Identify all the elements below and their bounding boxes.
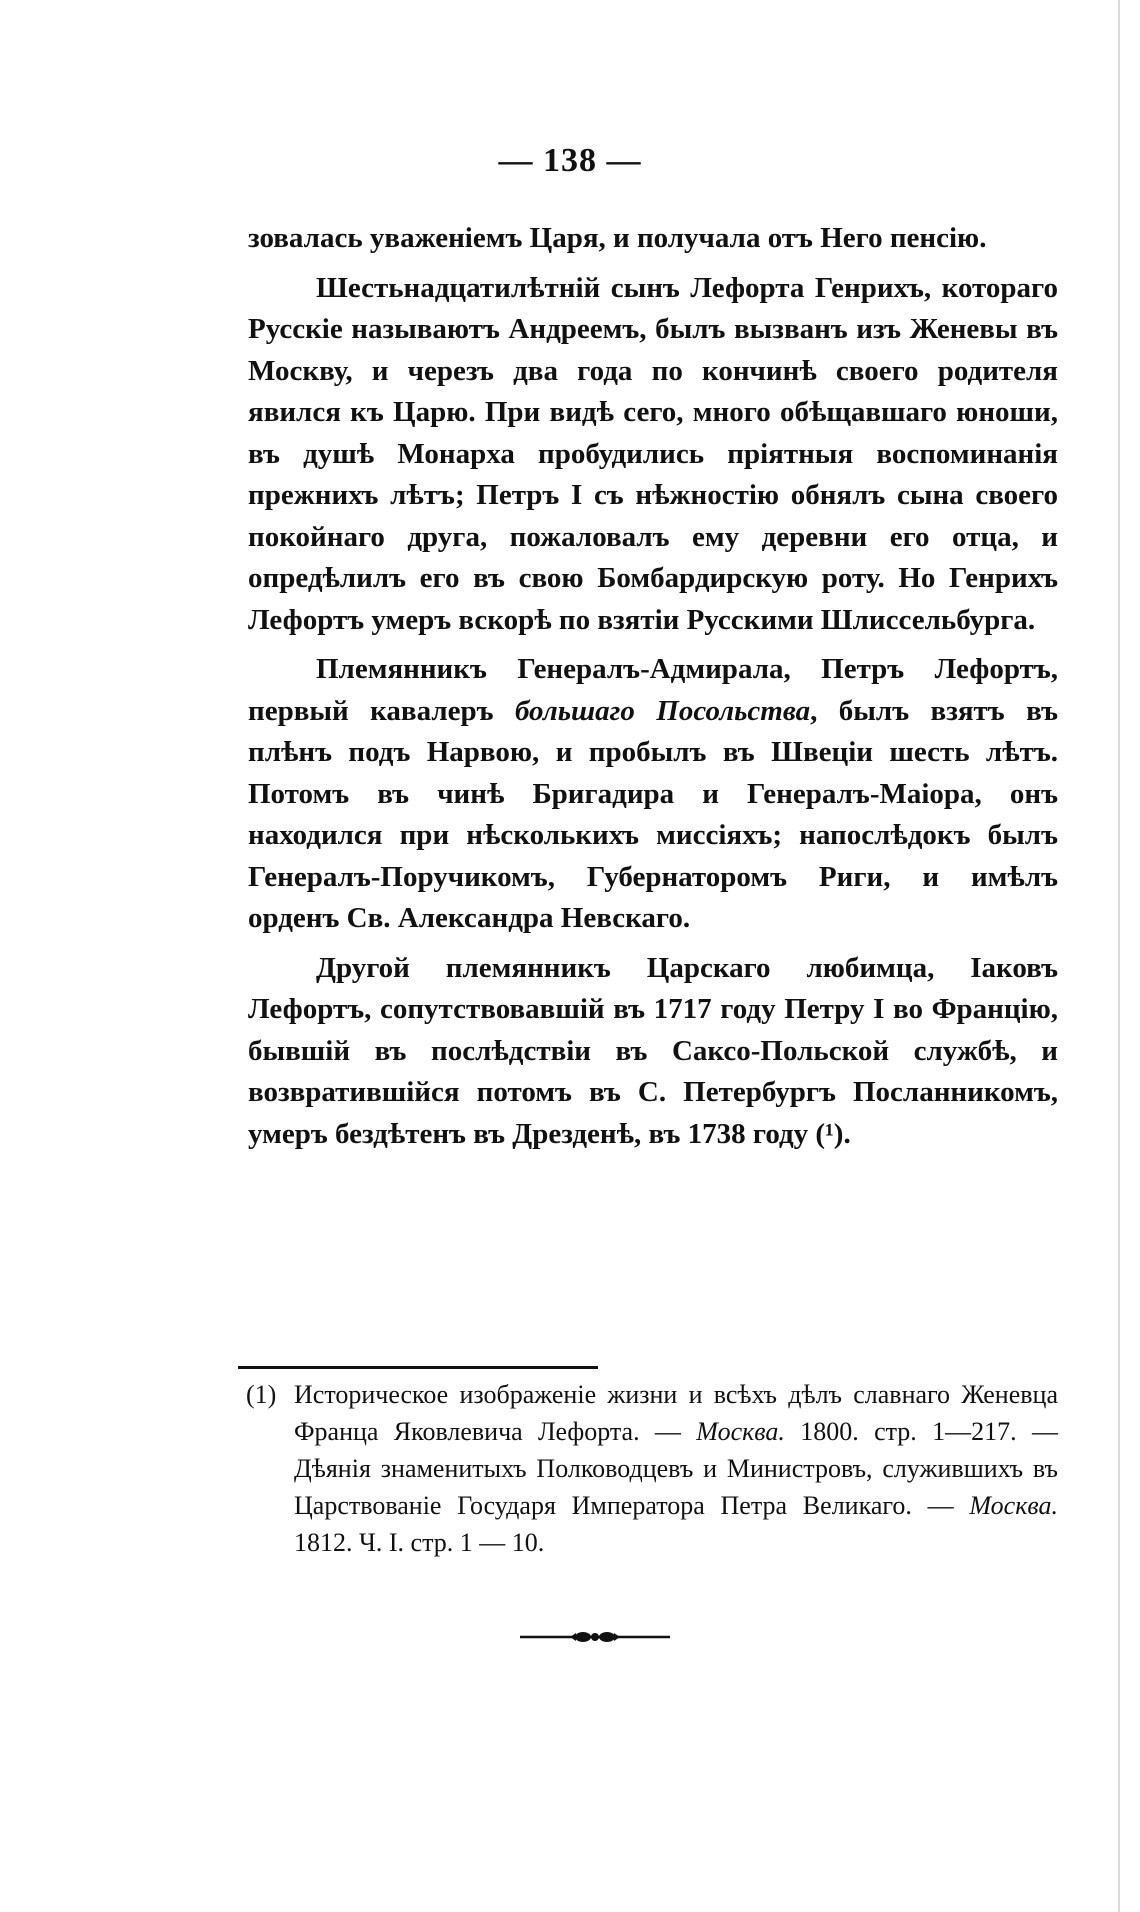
footnote-marker: (1) [246, 1380, 277, 1409]
paragraph-peter-lefort [248, 649, 1058, 940]
paragraph-text: , былъ взятъ въ плѣнъ подъ Нарвою, и пробылъ въ Швеціи шесть лѣтъ. Потомъ въ чинѣ Бригадира и Генералъ-Маіора, онъ находился при нѣсколькихъ миссіяхъ; напослѣдокъ былъ Генералъ-Поручикомъ, Губернаторомъ Риги, и имѣлъ орденъ Св. Александра Невскаго. [248, 694, 1058, 934]
paragraph-text: Племянникъ Генералъ-Адмирала, Петръ Лефортъ, первый кавалеръ [248, 653, 1058, 727]
paragraph-continued: зовалась уваженіемъ Царя, и получала отъ Него пенсію. [248, 222, 987, 254]
footnote-part: Историческое изображеніе жизни и всѣхъ дѣлъ славнаго Женевца Франца Яковлевича Лефорта. — [294, 1380, 1058, 1446]
main-text [248, 218, 1058, 1155]
footnote-item [246, 1376, 1058, 1561]
footnote-separator [238, 1366, 598, 1369]
footnote-place: Москва. [696, 1417, 785, 1446]
paragraph-text: Другой племянникъ Царскаго любимца, Іаковъ Лефортъ, сопутствовавшій въ 1717 году Петру I во Францію, бывшій въ послѣдствіи въ Саксо-Польской службѣ, и возвратившійся потомъ въ С. Петербургъ Посланникомъ, умеръ бездѣтенъ въ Дрезденѣ, въ 1738 году [248, 951, 1058, 1150]
footnotes [246, 1376, 1058, 1561]
footnote-text [294, 1376, 1058, 1561]
paragraph-end: . [843, 1117, 851, 1150]
end-ornament [520, 1627, 670, 1647]
paragraph-iakov-lefort [248, 948, 1058, 1156]
page-number: — 138 — [498, 142, 642, 179]
footnote-part: 1812. Ч. I. стр. 1 — 10. [294, 1528, 545, 1557]
italic-phrase: большаго Посольства [514, 694, 811, 727]
paragraph-henrich: Шестьнадцатилѣтній сынъ Лефорта Генрихъ, котораго Русскіе называютъ Андреемъ, былъ вызванъ изъ Женевы въ Москву, и черезъ два года по кончинѣ своего родителя явился къ Царю. При видѣ сего, много обѣщавшаго юноши, въ душѣ Монарха пробудились пріятныя воспоминанія прежнихъ лѣтъ; Петръ I съ нѣжностію обнялъ сына своего покойнаго друга, пожаловалъ ему деревни его отца, и опредѣлилъ его въ свою Бомбардирскую роту. Но Генрихъ Лефортъ умеръ вскорѣ по взятіи Русскими Шлиссельбурга. [248, 271, 1058, 636]
footnote-part: 1800. стр. 1—217. — Дѣянія знаменитыхъ Полководцевъ и Министровъ, служившихъ въ Царствованіе Государя Императора Петра Великаго. — [294, 1417, 1058, 1520]
footnote-reference: (¹) [815, 1117, 844, 1150]
page-edge-line [1118, 0, 1120, 1912]
footnote-place: Москва. [969, 1491, 1058, 1520]
